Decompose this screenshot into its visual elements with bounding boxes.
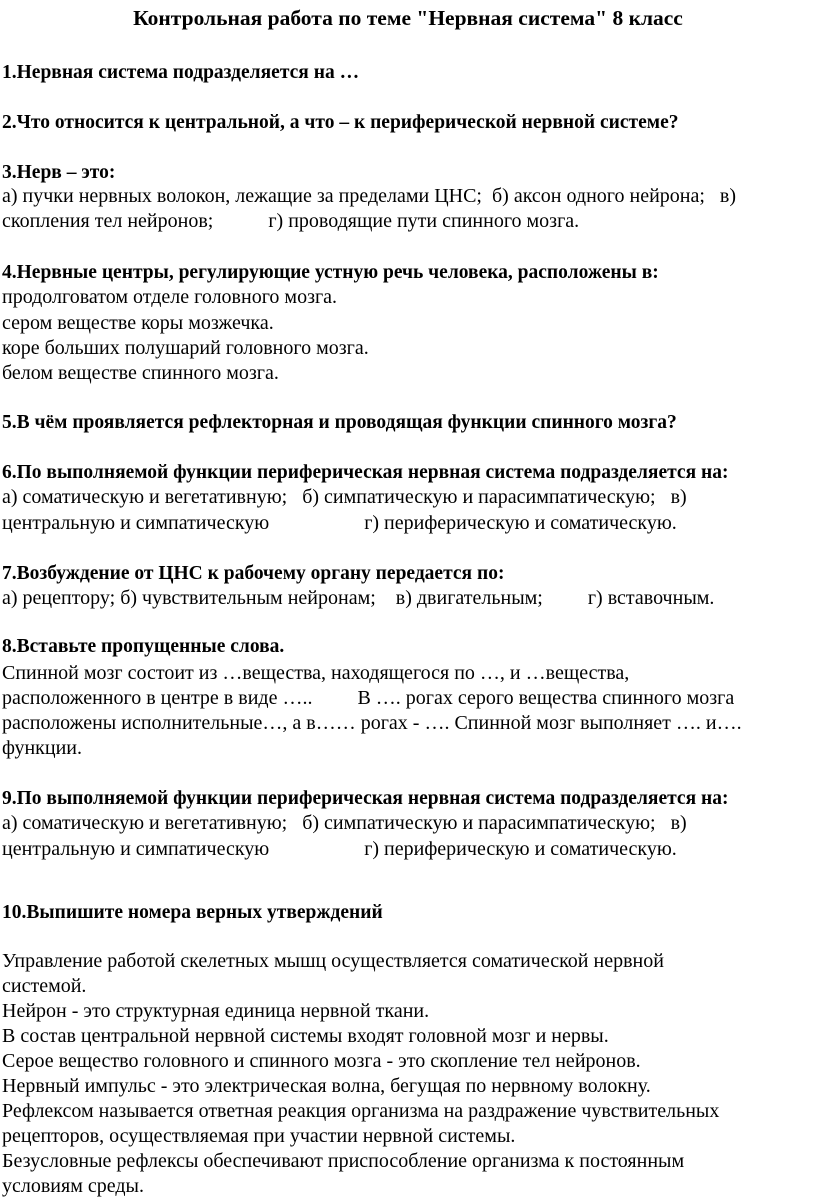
question-9-answer-line: центральную и симпатическую г) периферическую и соматическую. — [2, 838, 677, 860]
statement-line: В состав центральной нервной системы входят головной мозг и нервы. — [2, 1025, 609, 1047]
question-4-option: сером веществе коры мозжечка. — [2, 312, 274, 334]
question-3-answer-line: скопления тел нейронов; г) проводящие пути спинного мозга. — [2, 210, 580, 232]
question-8-text-line: расположенного в центре в виде ….. В …. рогах серого вещества спинного мозга — [2, 687, 735, 709]
question-4-option: продолговатом отделе головного мозга. — [2, 286, 338, 308]
question-8: 8.Вставьте пропущенные слова. — [2, 636, 285, 657]
question-1: 1.Нервная система подразделяется на … — [2, 62, 360, 83]
page-title: Контрольная работа по теме "Нервная система" 8 класс — [133, 6, 683, 30]
statement-line: Рефлексом называется ответная реакция организма на раздражение чувствительных — [2, 1100, 720, 1122]
question-6-answer-line: а) соматическую и вегетативную; б) симпатическую и парасимпатическую; в) — [2, 486, 687, 508]
statement-line: Безусловные рефлексы обеспечивают приспособление организма к постоянным — [2, 1150, 685, 1172]
statement-line: Серое вещество головного и спинного мозга - это скопление тел нейронов. — [2, 1050, 641, 1072]
statement-line: Нейрон - это структурная единица нервной ткани. — [2, 1000, 430, 1022]
question-3-answer-line: а) пучки нервных волокон, лежащие за пределами ЦНС; б) аксон одного нейрона; в) — [2, 185, 737, 207]
statement-line: рецепторов, осуществляемая при участии нервной системы. — [2, 1125, 516, 1147]
statement-line: условиям среды. — [2, 1175, 144, 1197]
question-6-answer-line: центральную и симпатическую г) периферическую и соматическую. — [2, 512, 677, 534]
question-4-option: белом веществе спинного мозга. — [2, 362, 279, 384]
question-2: 2.Что относится к центральной, а что – к периферической нервной системе? — [2, 112, 679, 133]
question-8-text-line: функции. — [2, 737, 82, 759]
question-9: 9.По выполняемой функции периферическая нервная система подразделяется на: — [2, 788, 729, 809]
statement-line: Нервный импульс - это электрическая волна, бегущая по нервному волокну. — [2, 1075, 651, 1097]
question-7: 7.Возбуждение от ЦНС к рабочему органу передается по: — [2, 563, 505, 584]
question-4: 4.Нервные центры, регулирующие устную речь человека, расположены в: — [2, 262, 659, 283]
statement-line: системой. — [2, 975, 87, 997]
question-8-text-line: расположены исполнительные…, а в…… рогах - …. Спинной мозг выполняет …. и…. — [2, 712, 742, 734]
question-6: 6.По выполняемой функции периферическая нервная система подразделяется на: — [2, 462, 729, 483]
question-5: 5.В чём проявляется рефлекторная и проводящая функции спинного мозга? — [2, 412, 677, 433]
question-8-text-line: Спинной мозг состоит из …вещества, находящегося по …, и …вещества, — [2, 662, 630, 684]
question-10: 10.Выпишите номера верных утверждений — [2, 902, 383, 923]
question-9-answer-line: а) соматическую и вегетативную; б) симпатическую и парасимпатическую; в) — [2, 812, 687, 834]
question-7-answer-line: а) рецептору; б) чувствительным нейронам; в) двигательным; г) вставочным. — [2, 587, 715, 609]
statement-line: Управление работой скелетных мышц осуществляется соматической нервной — [2, 950, 664, 972]
question-3: 3.Нерв – это: — [2, 162, 116, 183]
question-4-option: коре больших полушарий головного мозга. — [2, 337, 369, 359]
